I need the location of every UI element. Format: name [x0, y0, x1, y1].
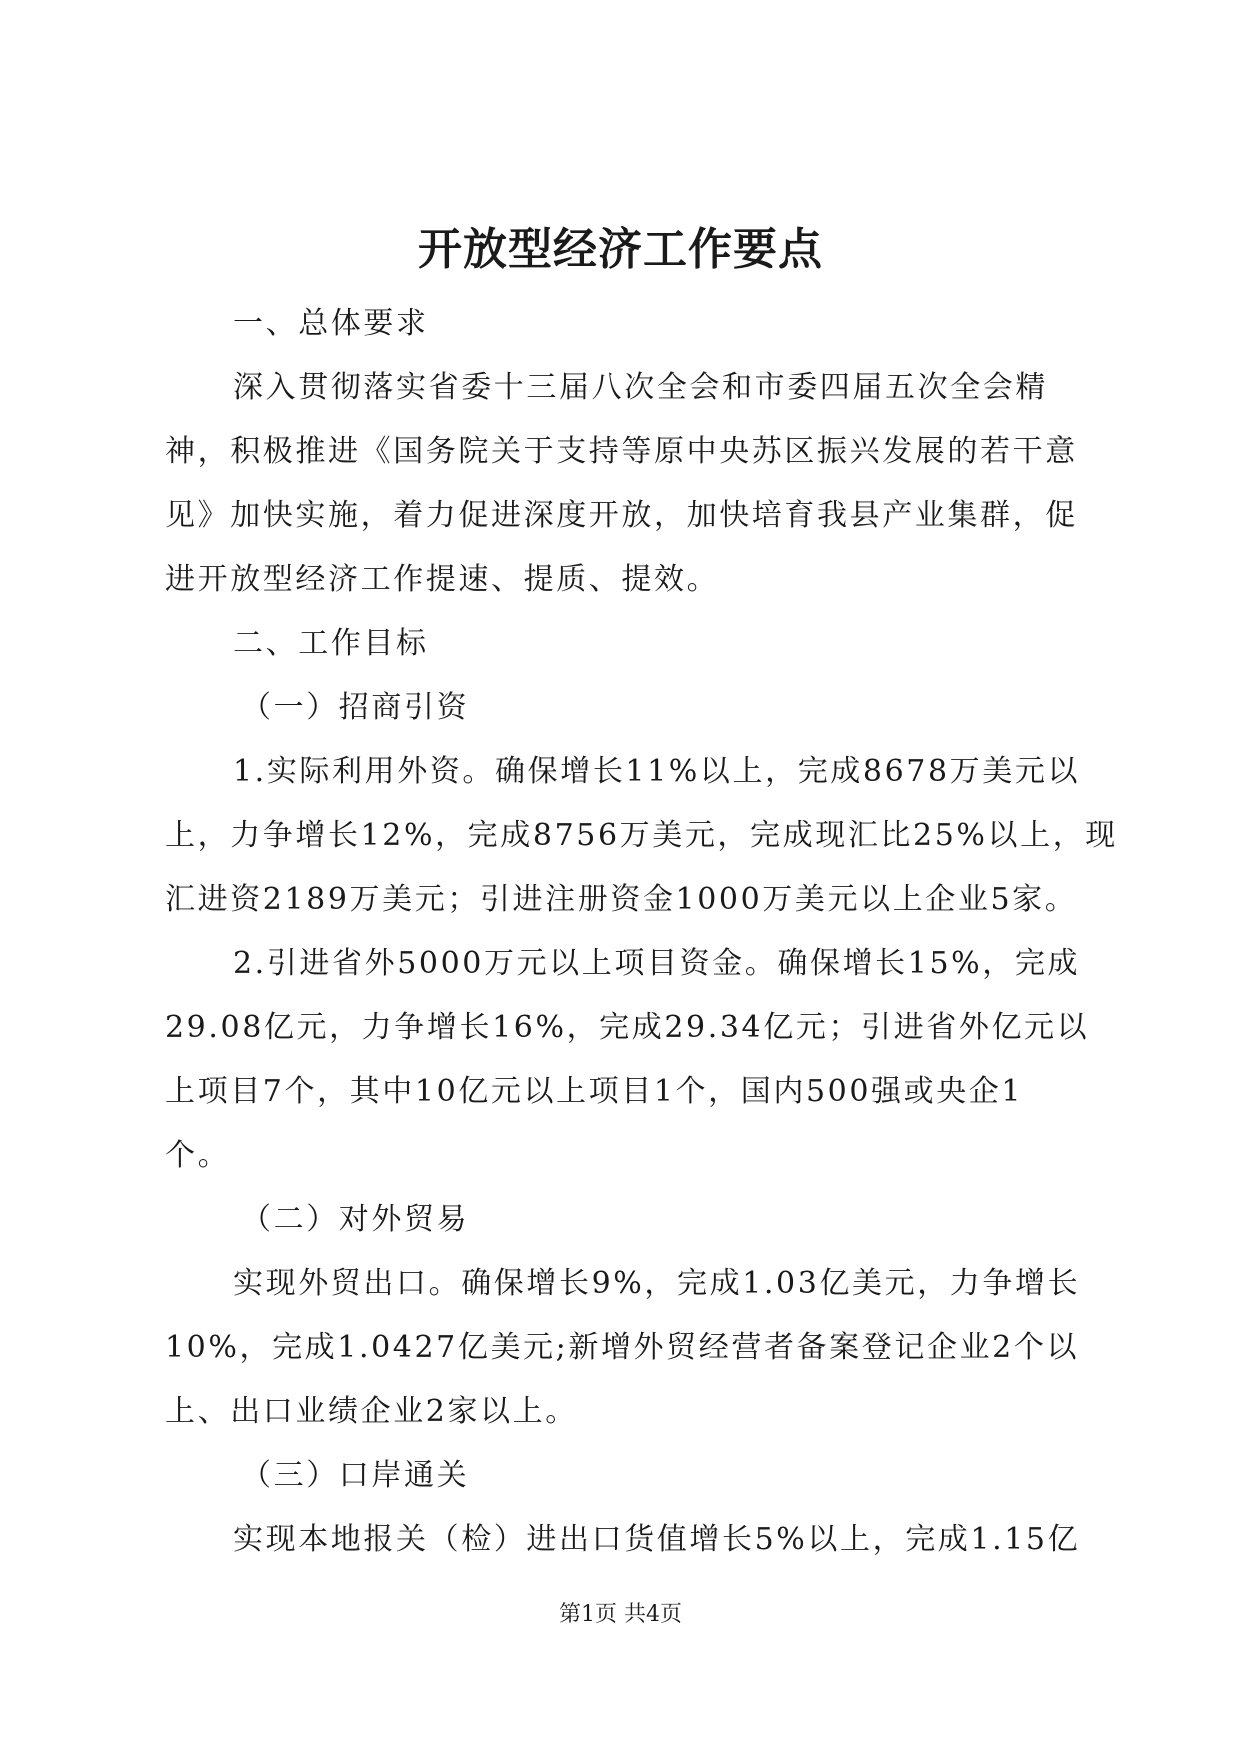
paragraph-line: 见》加快实施，着力促进深度开放，加快培育我县产业集群，促 [165, 498, 1078, 533]
paragraph-line: 29.08亿元，力争增长16%，完成29.34亿元；引进省外亿元以 [165, 1010, 1090, 1045]
subsection-heading-foreign-trade: （二）对外贸易 [241, 1202, 470, 1237]
paragraph-line: 进开放型经济工作提速、提质、提效。 [165, 562, 720, 597]
section-heading-overall-requirements: 一、总体要求 [233, 306, 429, 341]
paragraph-line: 汇进资2189万美元；引进注册资金1000万美元以上企业5家。 [165, 882, 1078, 917]
paragraph-line: 神，积极推进《国务院关于支持等原中央苏区振兴发展的若干意 [165, 434, 1078, 469]
subsection-heading-port-clearance: （三）口岸通关 [241, 1458, 470, 1493]
paragraph-line: 1.实际利用外资。确保增长11%以上，完成8678万美元以 [233, 754, 1081, 789]
page-number-footer: 第1页 共4页 [559, 1602, 682, 1627]
paragraph-line: 10%，完成1.0427亿美元;新增外贸经营者备案登记企业2个以 [165, 1330, 1080, 1365]
paragraph-line: 上，力争增长12%，完成8756万美元，完成现汇比25%以上，现 [165, 818, 1118, 853]
paragraph-line: 上、出口业绩企业2家以上。 [165, 1394, 578, 1429]
document-body [165, 292, 1118, 1572]
paragraph-line: 实现外贸出口。确保增长9%，完成1.03亿美元，力争增长 [233, 1266, 1081, 1301]
section-heading-work-goals: 二、工作目标 [233, 626, 429, 661]
paragraph-line: 上项目7个，其中10亿元以上项目1个，国内500强或央企1 [165, 1074, 1024, 1109]
paragraph-line: 个。 [165, 1138, 231, 1173]
paragraph-line: 2.引进省外5000万元以上项目资金。确保增长15%，完成 [233, 946, 1081, 981]
paragraph-line: 实现本地报关（检）进出口货值增长5%以上，完成1.15亿 [233, 1522, 1081, 1557]
paragraph-line: 深入贯彻落实省委十三届八次全会和市委四届五次全会精 [233, 370, 1048, 405]
document-title: 开放型经济工作要点 [418, 224, 823, 275]
subsection-heading-investment: （一）招商引资 [241, 690, 470, 725]
